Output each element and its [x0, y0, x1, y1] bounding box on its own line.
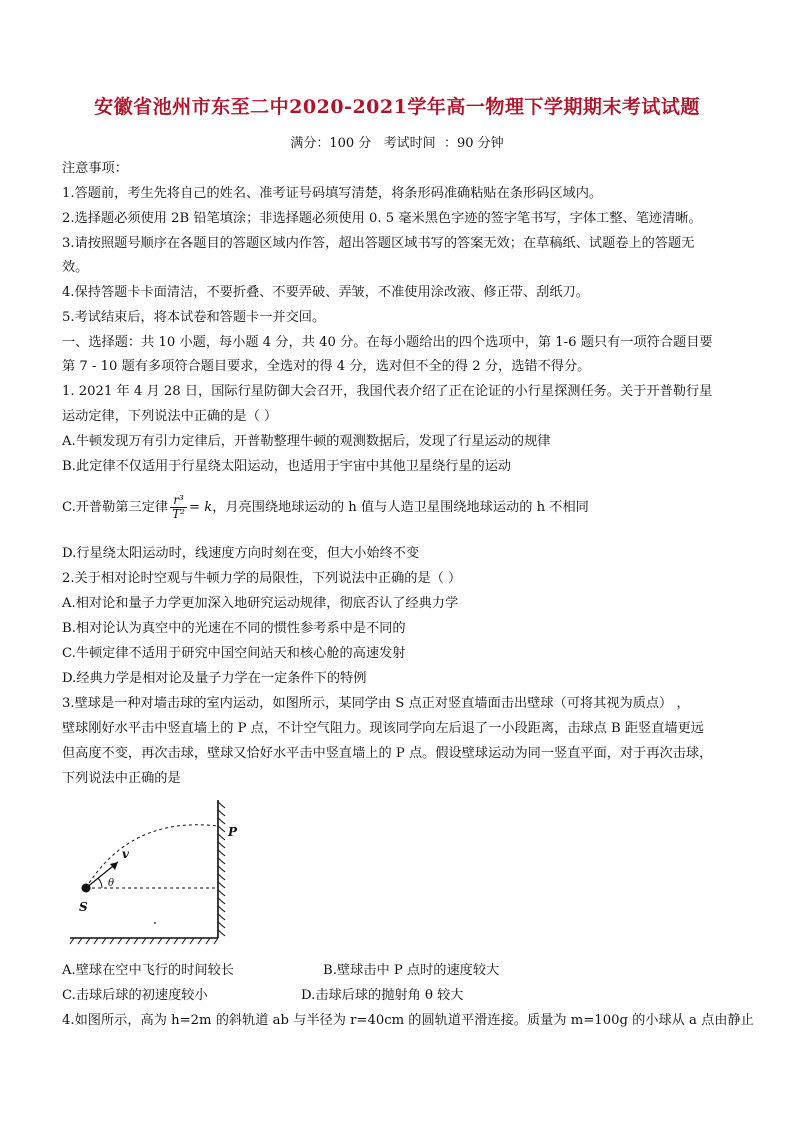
q3-option-d: D.击球后球的抛射角 θ 较大	[301, 988, 464, 1003]
stray-dot	[154, 922, 156, 924]
q1-option-a: A.牛顿发现万有引力定律后，开普勒整理牛顿的观测数据后，发现了行星运动的规律	[62, 434, 551, 449]
label-v: v	[122, 847, 129, 861]
section1-instructions: 一、选择题：共 10 小题，每小题 4 分，共 40 分。在每小题给出的四个选项中，第 1-6 题只有一项符合题目要	[62, 335, 713, 350]
ground-hatching	[70, 938, 218, 944]
q1-option-c-suffix: ，月亮围绕地球运动的 h 值与人造卫星围绕地球运动的 h 不相同	[212, 500, 589, 515]
label-p: P	[228, 825, 238, 839]
note-item-1: 1.答题前，考生先将自己的姓名、准考证号码填写清楚，将条形码准确粘贴在条形码区域内。	[62, 186, 603, 201]
q1-stem-cont: 运动定律，下列说法中正确的是（ ）	[62, 409, 278, 424]
figure-lines	[70, 800, 225, 944]
q3-option-c: C.击球后球的初速度较小	[62, 988, 208, 1003]
notes-heading: 注意事项：	[62, 161, 128, 176]
note-item-5: 5.考试结束后，将本试卷和答题卡一并交回。	[62, 310, 326, 325]
exam-title: 安徽省池州市东至二中2020-2021学年高一物理下学期期末考试试题	[94, 96, 700, 118]
exam-subtitle: 满分：100 分 考试时间 ：90 分钟	[290, 136, 504, 151]
q3-option-a: A.壁球在空中飞行的时间较长	[62, 963, 234, 978]
note-item-4: 4.保持答题卡卡面清洁，不要折叠、不要弄破、弄皱，不准使用涂改液、修正带、刮纸刀。	[62, 285, 589, 300]
q2-option-a: A.相对论和量子力学更加深入地研究运动规律，彻底否认了经典力学	[62, 596, 459, 611]
q1-option-b: B.此定律不仅适用于行星绕太阳运动，也适用于宇宙中其他卫星绕行星的运动	[62, 459, 512, 474]
q4-stem: 4.如图所示，高为 h=2m 的斜轨道 ab 与半径为 r=40cm 的圆轨道平滑连接。质量为 m=100g 的小球从 a 点由静止	[62, 1013, 754, 1028]
label-theta: θ	[108, 878, 115, 889]
q2-stem: 2.关于相对论时空观与牛顿力学的局限性，下列说法中正确的是（ ）	[62, 571, 462, 586]
trajectory-dashed-curve	[86, 825, 218, 888]
q1-stem: 1. 2021 年 4 月 28 日，国际行星防御大会召开，我国代表介绍了正在论证的小行星探测任务。关于开普勒行星	[62, 384, 713, 399]
q3-option-b: B.壁球击中 P 点时的速度较大	[323, 963, 500, 978]
velocity-arrowhead	[110, 862, 118, 870]
ball-s-point	[82, 884, 91, 893]
wall-ball-figure	[60, 798, 260, 950]
angle-arc	[98, 878, 102, 888]
kepler-numerator: r³	[170, 494, 187, 508]
kepler-equals: = k	[188, 500, 213, 515]
q2-option-c: C.牛顿定律不适用于研究中国空间站天和核心舱的高速发射	[62, 646, 406, 661]
label-s: S	[79, 900, 88, 914]
wall-hatching	[218, 802, 225, 936]
q2-option-d: D.经典力学是相对论及量子力学在一定条件下的特例	[62, 671, 367, 686]
note-item-3: 3.请按照题号顺序在各题目的答题区域内作答，超出答题区域书写的答案无效；在草稿纸、试题卷上的答题无	[62, 236, 695, 251]
kepler-denominator: T²	[172, 507, 185, 521]
kepler-fraction	[170, 494, 187, 521]
note-item-2: 2.选择题必须使用 2B 铅笔填涂；非选择题必须使用 0. 5 毫米黑色字迹的签字笔书写，字体工整、笔迹清晰。	[62, 211, 702, 226]
q1-option-c-prefix: C.开普勒第三定律	[62, 500, 169, 515]
section1-instructions-cont: 第 7 - 10 题有多项符合题目要求，全选对的得 4 分，选对但不全的得 2 分，选错不得分。	[62, 359, 591, 374]
q1-option-c	[62, 494, 589, 521]
q3-stem-cont-3: 下列说法中正确的是	[62, 771, 181, 786]
q2-option-b: B.相对论认为真空中的光速在不同的惯性参考系中是不同的	[62, 621, 406, 636]
note-item-3-cont: 效。	[62, 260, 89, 275]
q3-stem-cont-2: 但高度不变，再次击球，壁球又恰好水平击中竖直墙上的 P 点。假设壁球运动为同一竖直平面，对于再次击球，	[62, 746, 713, 761]
q3-stem: 3.壁球是一种对墙击球的室内运动，如图所示，某同学由 S 点正对竖直墙面击出壁球（可将其视为质点） ，	[62, 696, 690, 711]
q3-stem-cont-1: 壁球刚好水平击中竖直墙上的 P 点，不计空气阻力。现该同学向左后退了一小段距离，击球点 B 距竖直墙更远	[62, 721, 704, 736]
q1-option-d: D.行星绕太阳运动时，线速度方向时刻在变，但大小始终不变	[62, 546, 420, 561]
